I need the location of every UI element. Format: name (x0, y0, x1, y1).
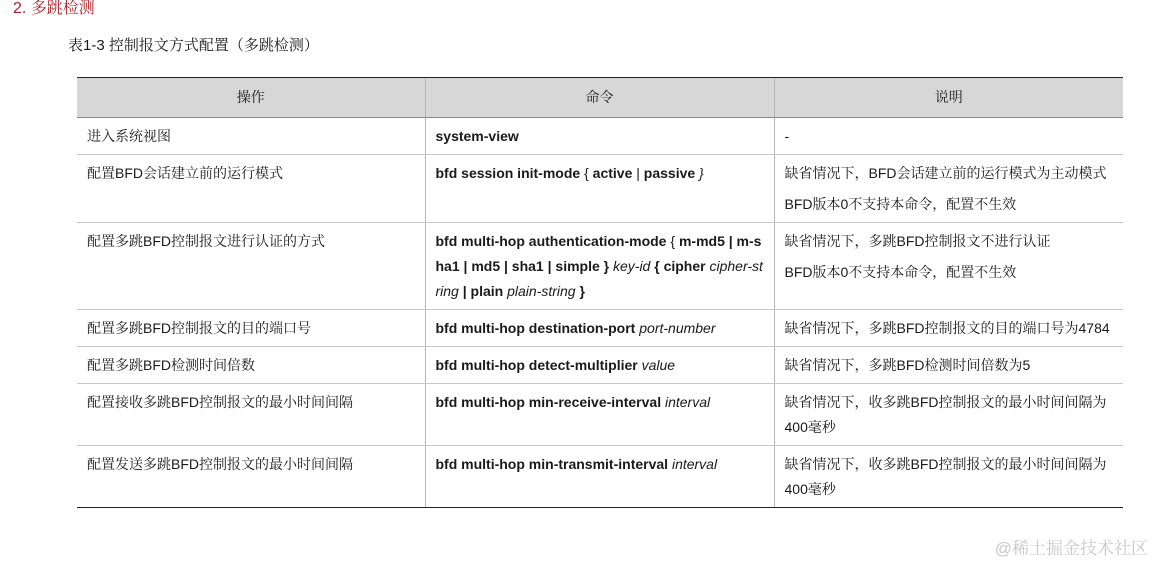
description-line: 缺省情况下，多跳BFD检测时间倍数为5 (784, 357, 1031, 373)
table-body (77, 118, 1123, 508)
header-command: 命令 (425, 78, 774, 118)
table-header-row (77, 78, 1123, 118)
command-segment: bfd multi-hop min-transmit-interval (435, 456, 669, 472)
description-line: 缺省情况下，BFD会话建立前的运行模式为主动模式 (784, 165, 1107, 181)
operation-cell: 配置接收多跳BFD控制报文的最小时间间隔 (77, 384, 425, 446)
description-cell (774, 310, 1123, 347)
command-segment: key-id (609, 258, 655, 274)
command-segment: cipher-string (435, 258, 763, 299)
command-segment: bfd session init-mode (435, 165, 581, 181)
table-caption: 表1-3 控制报文方式配置（多跳检测） (68, 37, 319, 54)
command-cell (425, 118, 774, 155)
command-cell (425, 155, 774, 223)
watermark: @稀土掘金技术社区 (994, 539, 1148, 558)
operation-cell: 配置多跳BFD控制报文进行认证的方式 (77, 223, 425, 310)
operation-cell: 配置多跳BFD控制报文的目的端口号 (77, 310, 425, 347)
command-segment: system-view (435, 128, 519, 144)
command-segment: { cipher (654, 258, 706, 274)
table-row (77, 384, 1123, 446)
command-segment: interval (668, 456, 718, 472)
description-cell (774, 347, 1123, 384)
command-segment: } (695, 165, 704, 181)
command-segment: { (580, 165, 593, 181)
command-segment: bfd multi-hop detect-multiplier (435, 357, 638, 373)
command-segment: | plain (462, 283, 504, 299)
command-segment: plain-string (503, 283, 580, 299)
description-line: - (784, 128, 790, 144)
description-cell (774, 155, 1123, 223)
table-row (77, 223, 1123, 310)
description-line: 缺省情况下，多跳BFD控制报文不进行认证 (784, 233, 1051, 249)
header-description: 说明 (774, 78, 1123, 118)
description-cell (774, 446, 1123, 508)
description-cell (774, 384, 1123, 446)
table-row (77, 446, 1123, 508)
section-heading: 2. 多跳检测 (13, 0, 95, 17)
table-row (77, 118, 1123, 155)
description-line: 缺省情况下，多跳BFD控制报文的目的端口号为4784 (784, 320, 1110, 336)
operation-cell: 进入系统视图 (77, 118, 425, 155)
command-segment: bfd multi-hop min-receive-interval (435, 394, 662, 410)
command-segment: port-number (635, 320, 716, 336)
description-line: 缺省情况下，收多跳BFD控制报文的最小时间间隔为400毫秒 (784, 394, 1107, 435)
command-segment: active (592, 165, 633, 181)
command-segment: | (632, 165, 644, 181)
command-segment: interval (661, 394, 711, 410)
description-line: BFD版本0不支持本命令，配置不生效 (784, 264, 1017, 280)
operation-cell: 配置多跳BFD检测时间倍数 (77, 347, 425, 384)
command-segment: value (637, 357, 676, 373)
description-cell (774, 223, 1123, 310)
command-segment: } (579, 283, 585, 299)
description-line: 缺省情况下，收多跳BFD控制报文的最小时间间隔为400毫秒 (784, 456, 1107, 497)
command-cell (425, 384, 774, 446)
table-row (77, 310, 1123, 347)
operation-cell: 配置发送多跳BFD控制报文的最小时间间隔 (77, 446, 425, 508)
command-cell (425, 446, 774, 508)
description-cell (774, 118, 1123, 155)
command-cell (425, 347, 774, 384)
header-operation: 操作 (77, 78, 425, 118)
command-segment: passive (643, 165, 696, 181)
config-table (77, 77, 1123, 508)
table-row (77, 347, 1123, 384)
command-segment: bfd multi-hop authentication-mode (435, 233, 667, 249)
operation-cell: 配置BFD会话建立前的运行模式 (77, 155, 425, 223)
command-segment: m-md5 | m-sha1 | md5 | sha1 | simple } (435, 233, 762, 274)
command-cell (425, 223, 774, 310)
command-segment: bfd multi-hop destination-port (435, 320, 636, 336)
description-line: BFD版本0不支持本命令，配置不生效 (784, 196, 1017, 212)
command-cell (425, 310, 774, 347)
table-row (77, 155, 1123, 223)
command-segment: { (666, 233, 679, 249)
